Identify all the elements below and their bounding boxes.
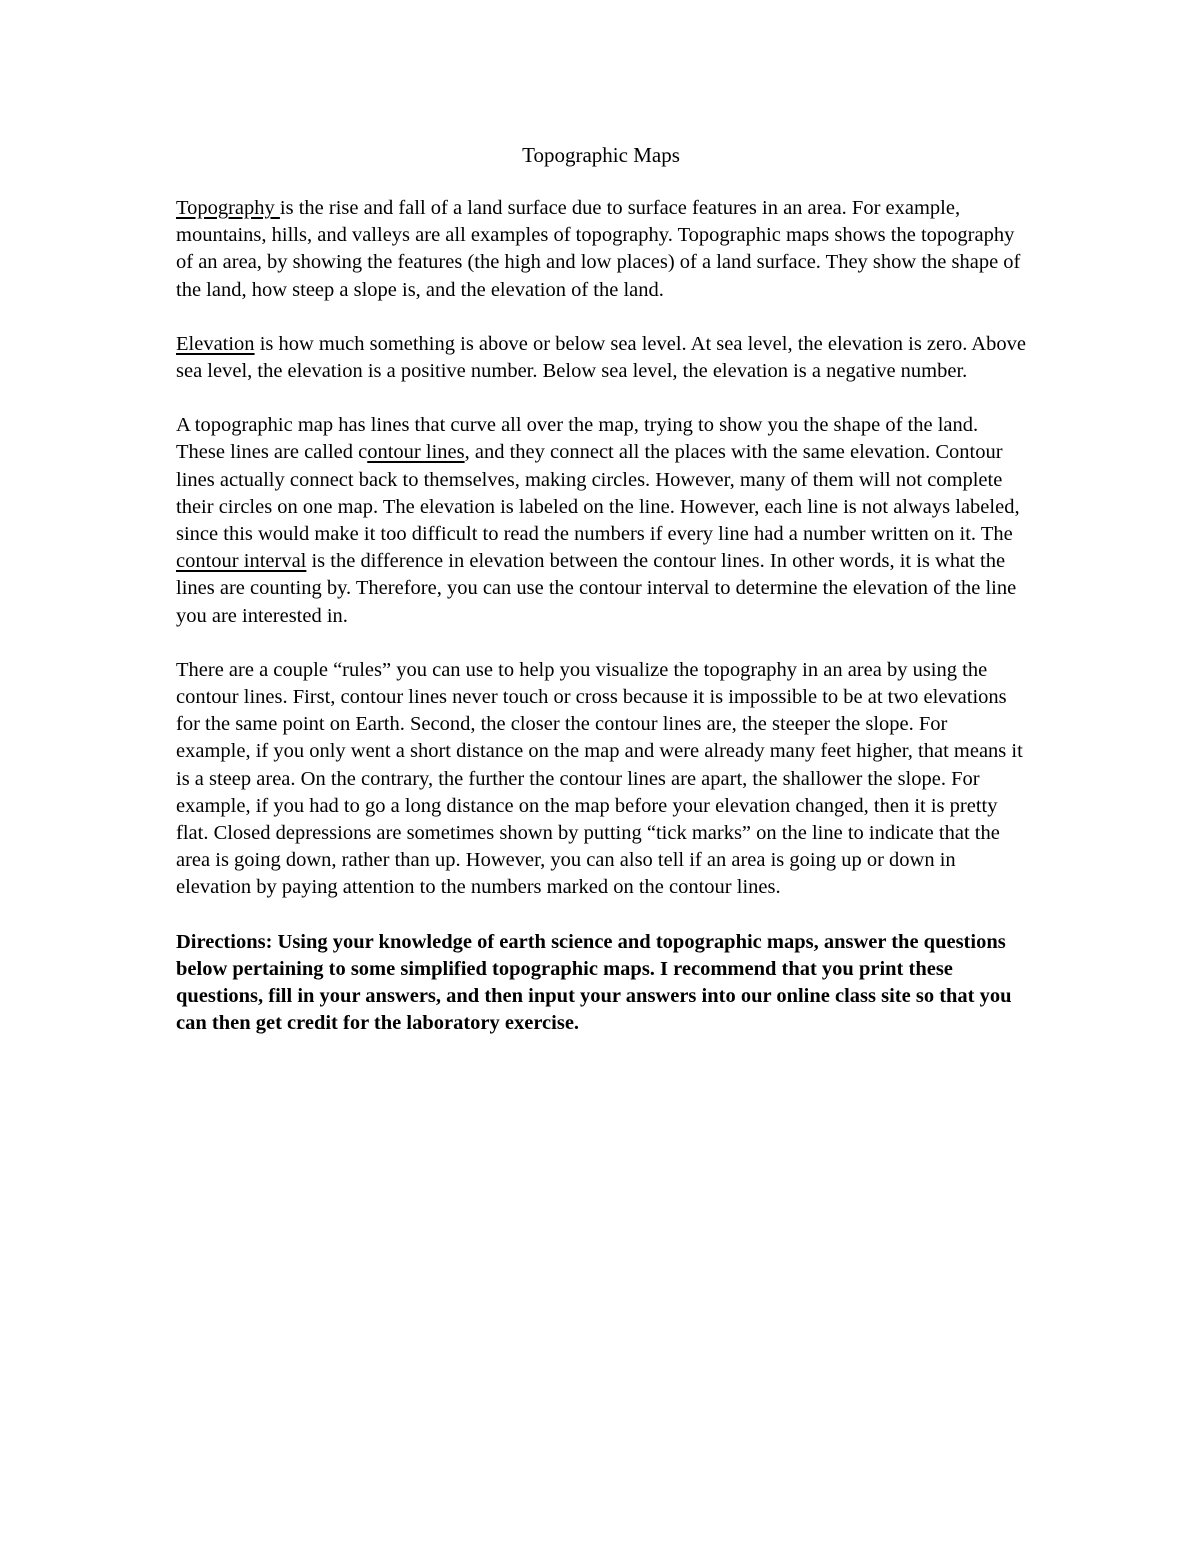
paragraph-contour-text-a: A topographic map has lines that curve all over the map, trying to show you the shape of the land. These lines are called c	[176, 414, 979, 464]
term-contour-lines: ontour lines	[367, 441, 465, 464]
paragraph-elevation	[176, 331, 1026, 385]
paragraph-topography-text: is the rise and fall of a land surface due to surface features in an area. For example, mountains, hills, and valleys are all examples of topography. Topographic maps shows the topography of an area, by showing the features (the high and low places) of a land surface. They show the shape of the land, how steep a slope is, and the elevation of the land.	[176, 197, 1021, 301]
term-topography: Topography	[176, 197, 280, 219]
paragraph-elevation-text: is how much something is above or below sea level. At sea level, the elevation is zero. Above sea level, the elevation is a positive number. Below sea level, the elevation is a negative number.	[176, 332, 1026, 383]
term-contour-interval: contour interval	[176, 550, 307, 573]
paragraph-contour-text-b: , and they connect all the places with the same elevation. Contour lines actually connect back to themselves, making circles. However, many of them will not complete their circles on one map. The elevation is labeled on the line. However, each line is not always labeled, since this would make it too difficult to read the numbers if every line had a number written on it. The	[176, 441, 1020, 546]
paragraph-rules: There are a couple “rules” you can use to help you visualize the topography in an area by using the contour lines. First, contour lines never touch or cross because it is impossible to be at two elevations for the same point on Earth. Second, the closer the contour lines are, the steeper the slope. For example, if you only went a short distance on the map and were already many feet higher, that means it is a steep area. On the contrary, the further the contour lines are apart, the shallower the slope. For example, if you had to go a long distance on the map before your elevation changed, then it is pretty flat. Closed depressions are sometimes shown by putting “tick marks” on the line to indicate that the area is going down, rather than up. However, you can also tell if an area is going up or down in elevation by paying attention to the numbers marked on the contour lines.	[176, 658, 1023, 899]
document-page	[176, 142, 1026, 1064]
paragraph-contour-text-c: is the difference in elevation between the contour lines. In other words, it is what the lines are counting by. Therefore, you can use the contour interval to determine the elevation of the line you are interested in.	[176, 550, 1017, 627]
directions-paragraph: Directions: Using your knowledge of earth science and topographic maps, answer the questions below pertaining to some simplified topographic maps. I recommend that you print these questions, fill in your answers, and then input your answers into our online class site so that you can then get credit for the laboratory exercise.	[176, 930, 1012, 1035]
term-elevation: Elevation	[176, 332, 255, 355]
paragraph-topography	[176, 195, 1026, 304]
document-title: Topographic Maps	[522, 143, 680, 167]
paragraph-contour-lines	[176, 412, 1026, 630]
